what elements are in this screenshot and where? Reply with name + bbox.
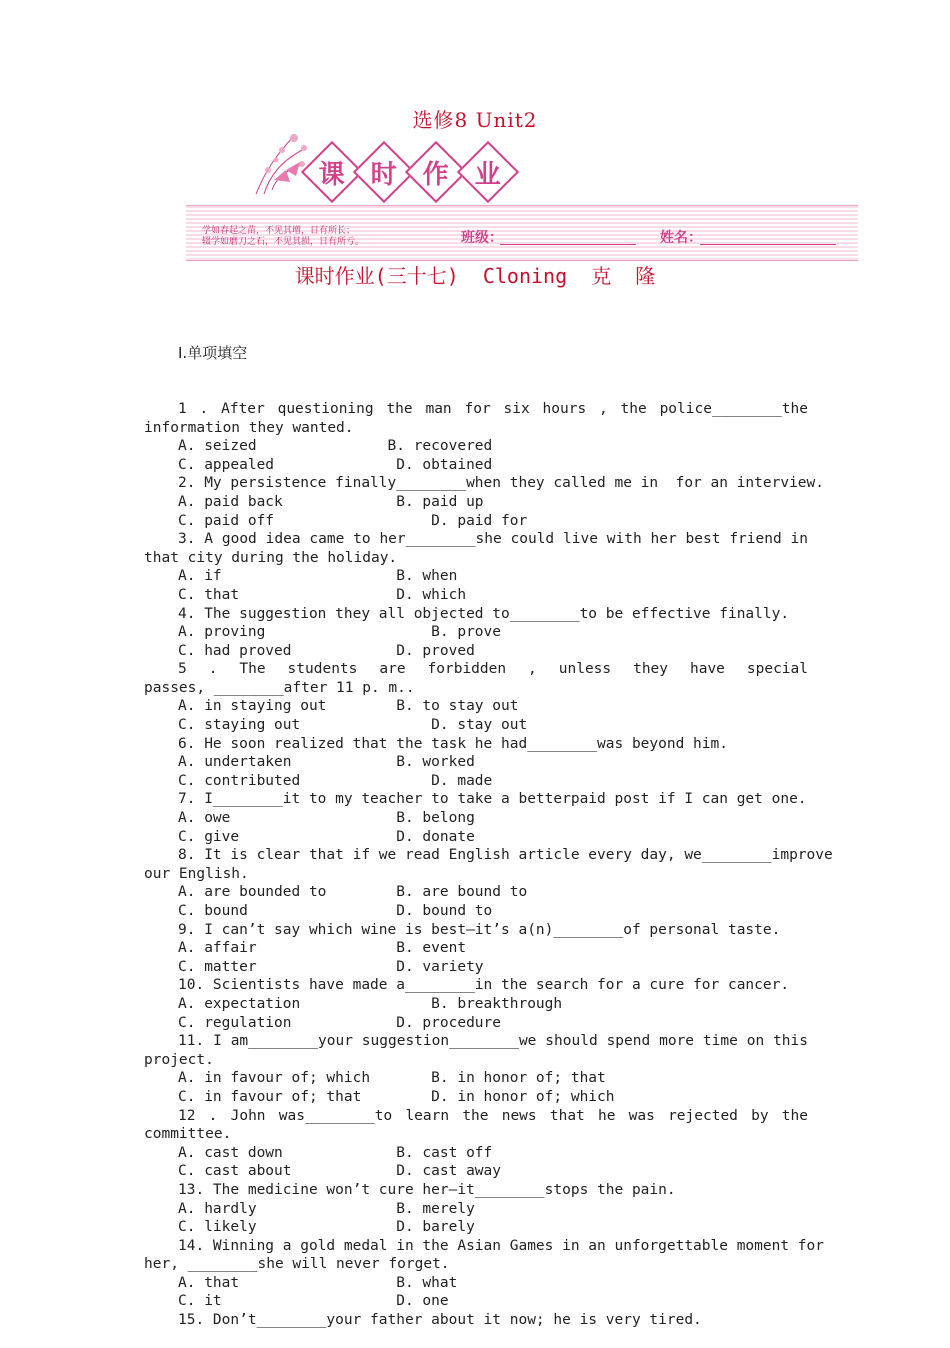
homework-subtitle: 课时作业(三十七) Cloning 克 隆 xyxy=(294,264,656,288)
header-char-text: 课 xyxy=(318,159,346,190)
question-line: A. that B. what xyxy=(178,1274,458,1291)
question-line: A. hardly B. merely xyxy=(178,1200,475,1217)
header-char xyxy=(457,141,519,203)
motto-line-1: 学如春起之苗，不见其增，日有所长； xyxy=(202,226,356,236)
question-line: C. paid off D. paid for xyxy=(178,512,528,529)
question-line: A. are bounded to B. are bound to xyxy=(178,884,528,901)
question-line: C. contributed D. made xyxy=(178,772,493,789)
question-line: 3. A good idea came to her________she could live with her best friend in xyxy=(178,531,808,548)
name-field[interactable] xyxy=(700,244,836,245)
question-line: A. owe B. belong xyxy=(178,810,475,827)
question-line: 15. Don’t________your father about it now; he is very tired. xyxy=(178,1312,702,1329)
question-line: C. it D. one xyxy=(178,1293,449,1310)
question-line: passes, ________after 11 p. m.. xyxy=(144,679,415,696)
class-label: 班级： xyxy=(461,230,503,246)
question-line: A. in staying out B. to stay out xyxy=(178,698,519,715)
header-char-text: 作 xyxy=(422,159,450,190)
question-line: A. expectation B. breakthrough xyxy=(178,995,563,1012)
question-line: A. undertaken B. worked xyxy=(178,754,475,771)
question-line: C. staying out D. stay out xyxy=(178,717,528,734)
motto xyxy=(202,226,364,248)
question-line: 5 . The students are forbidden , unless they have special xyxy=(178,661,808,678)
question-line: C. regulation D. procedure xyxy=(178,1014,502,1031)
question-line: 1 . After questioning the man for six hours , the police________the xyxy=(178,400,808,417)
unit-title: 选修8 Unit2 xyxy=(412,108,538,132)
butterfly-flower-icon xyxy=(246,130,316,196)
question-line: A. paid back B. paid up xyxy=(178,493,484,510)
question-line: information they wanted. xyxy=(144,419,354,436)
header-char-text: 业 xyxy=(474,159,502,190)
question-line: C. in favour of; that D. in honor of; which xyxy=(178,1088,615,1105)
question-line: committee. xyxy=(144,1126,232,1143)
question-line: C. that D. which xyxy=(178,586,467,603)
question-line: 14. Winning a gold medal in the Asian Games in an unforgettable moment for xyxy=(178,1237,825,1254)
question-line: 9. I can’t say which wine is best—it’s a(n)________of personal taste. xyxy=(178,921,781,938)
question-line: project. xyxy=(144,1051,214,1068)
question-list xyxy=(144,307,833,1348)
question-line: A. if B. when xyxy=(178,568,458,585)
question-line: 12 . John was________to learn the news that he was rejected by the xyxy=(178,1107,808,1124)
question-line: A. in favour of; which B. in honor of; that xyxy=(178,1070,606,1087)
motto-line-2: 辍学如磨刀之石，不见其损，日有所亏。 xyxy=(202,237,365,247)
class-field[interactable] xyxy=(500,244,636,245)
question-line: 11. I am________your suggestion________we should spend more time on this xyxy=(178,1033,808,1050)
question-line: 6. He soon realized that the task he had________was beyond him. xyxy=(178,735,728,752)
question-line: 4. The suggestion they all objected to________to be effective finally. xyxy=(178,605,790,622)
question-line: 10. Scientists have made a________in the search for a cure for cancer. xyxy=(178,977,790,994)
question-line: that city during the holiday. xyxy=(144,549,398,566)
question-line: our English. xyxy=(144,865,249,882)
question-line: C. bound D. bound to xyxy=(178,903,493,919)
question-line: C. likely D. barely xyxy=(178,1219,475,1236)
question-line: C. give D. donate xyxy=(178,828,475,845)
name-label: 姓名： xyxy=(660,230,702,246)
section-heading: Ⅰ.单项填空 xyxy=(178,344,248,363)
question-line: C. cast about D. cast away xyxy=(178,1163,502,1180)
question-line: 13. The medicine won’t cure her—it________stops the pain. xyxy=(178,1181,676,1198)
question-line: A. cast down B. cast off xyxy=(178,1144,493,1161)
homework-header xyxy=(310,150,510,194)
question-line: A. seized B. recovered xyxy=(178,438,493,455)
question-line: A. affair B. event xyxy=(178,940,467,957)
question-line: C. appealed D. obtained xyxy=(178,456,493,473)
question-line: C. matter D. variety xyxy=(178,958,484,975)
header-char-text: 时 xyxy=(370,159,398,190)
question-line: 2. My persistence finally________when they called me in for an interview. xyxy=(178,475,825,492)
question-line: 7. I________it to my teacher to take a betterpaid post if I can get one. xyxy=(178,791,807,808)
question-line: C. had proved D. proved xyxy=(178,642,475,659)
question-line: 8. It is clear that if we read English article every day, we________improve xyxy=(178,847,833,864)
question-line: her, ________she will never forget. xyxy=(144,1256,450,1273)
question-line: A. proving B. prove xyxy=(178,624,502,641)
